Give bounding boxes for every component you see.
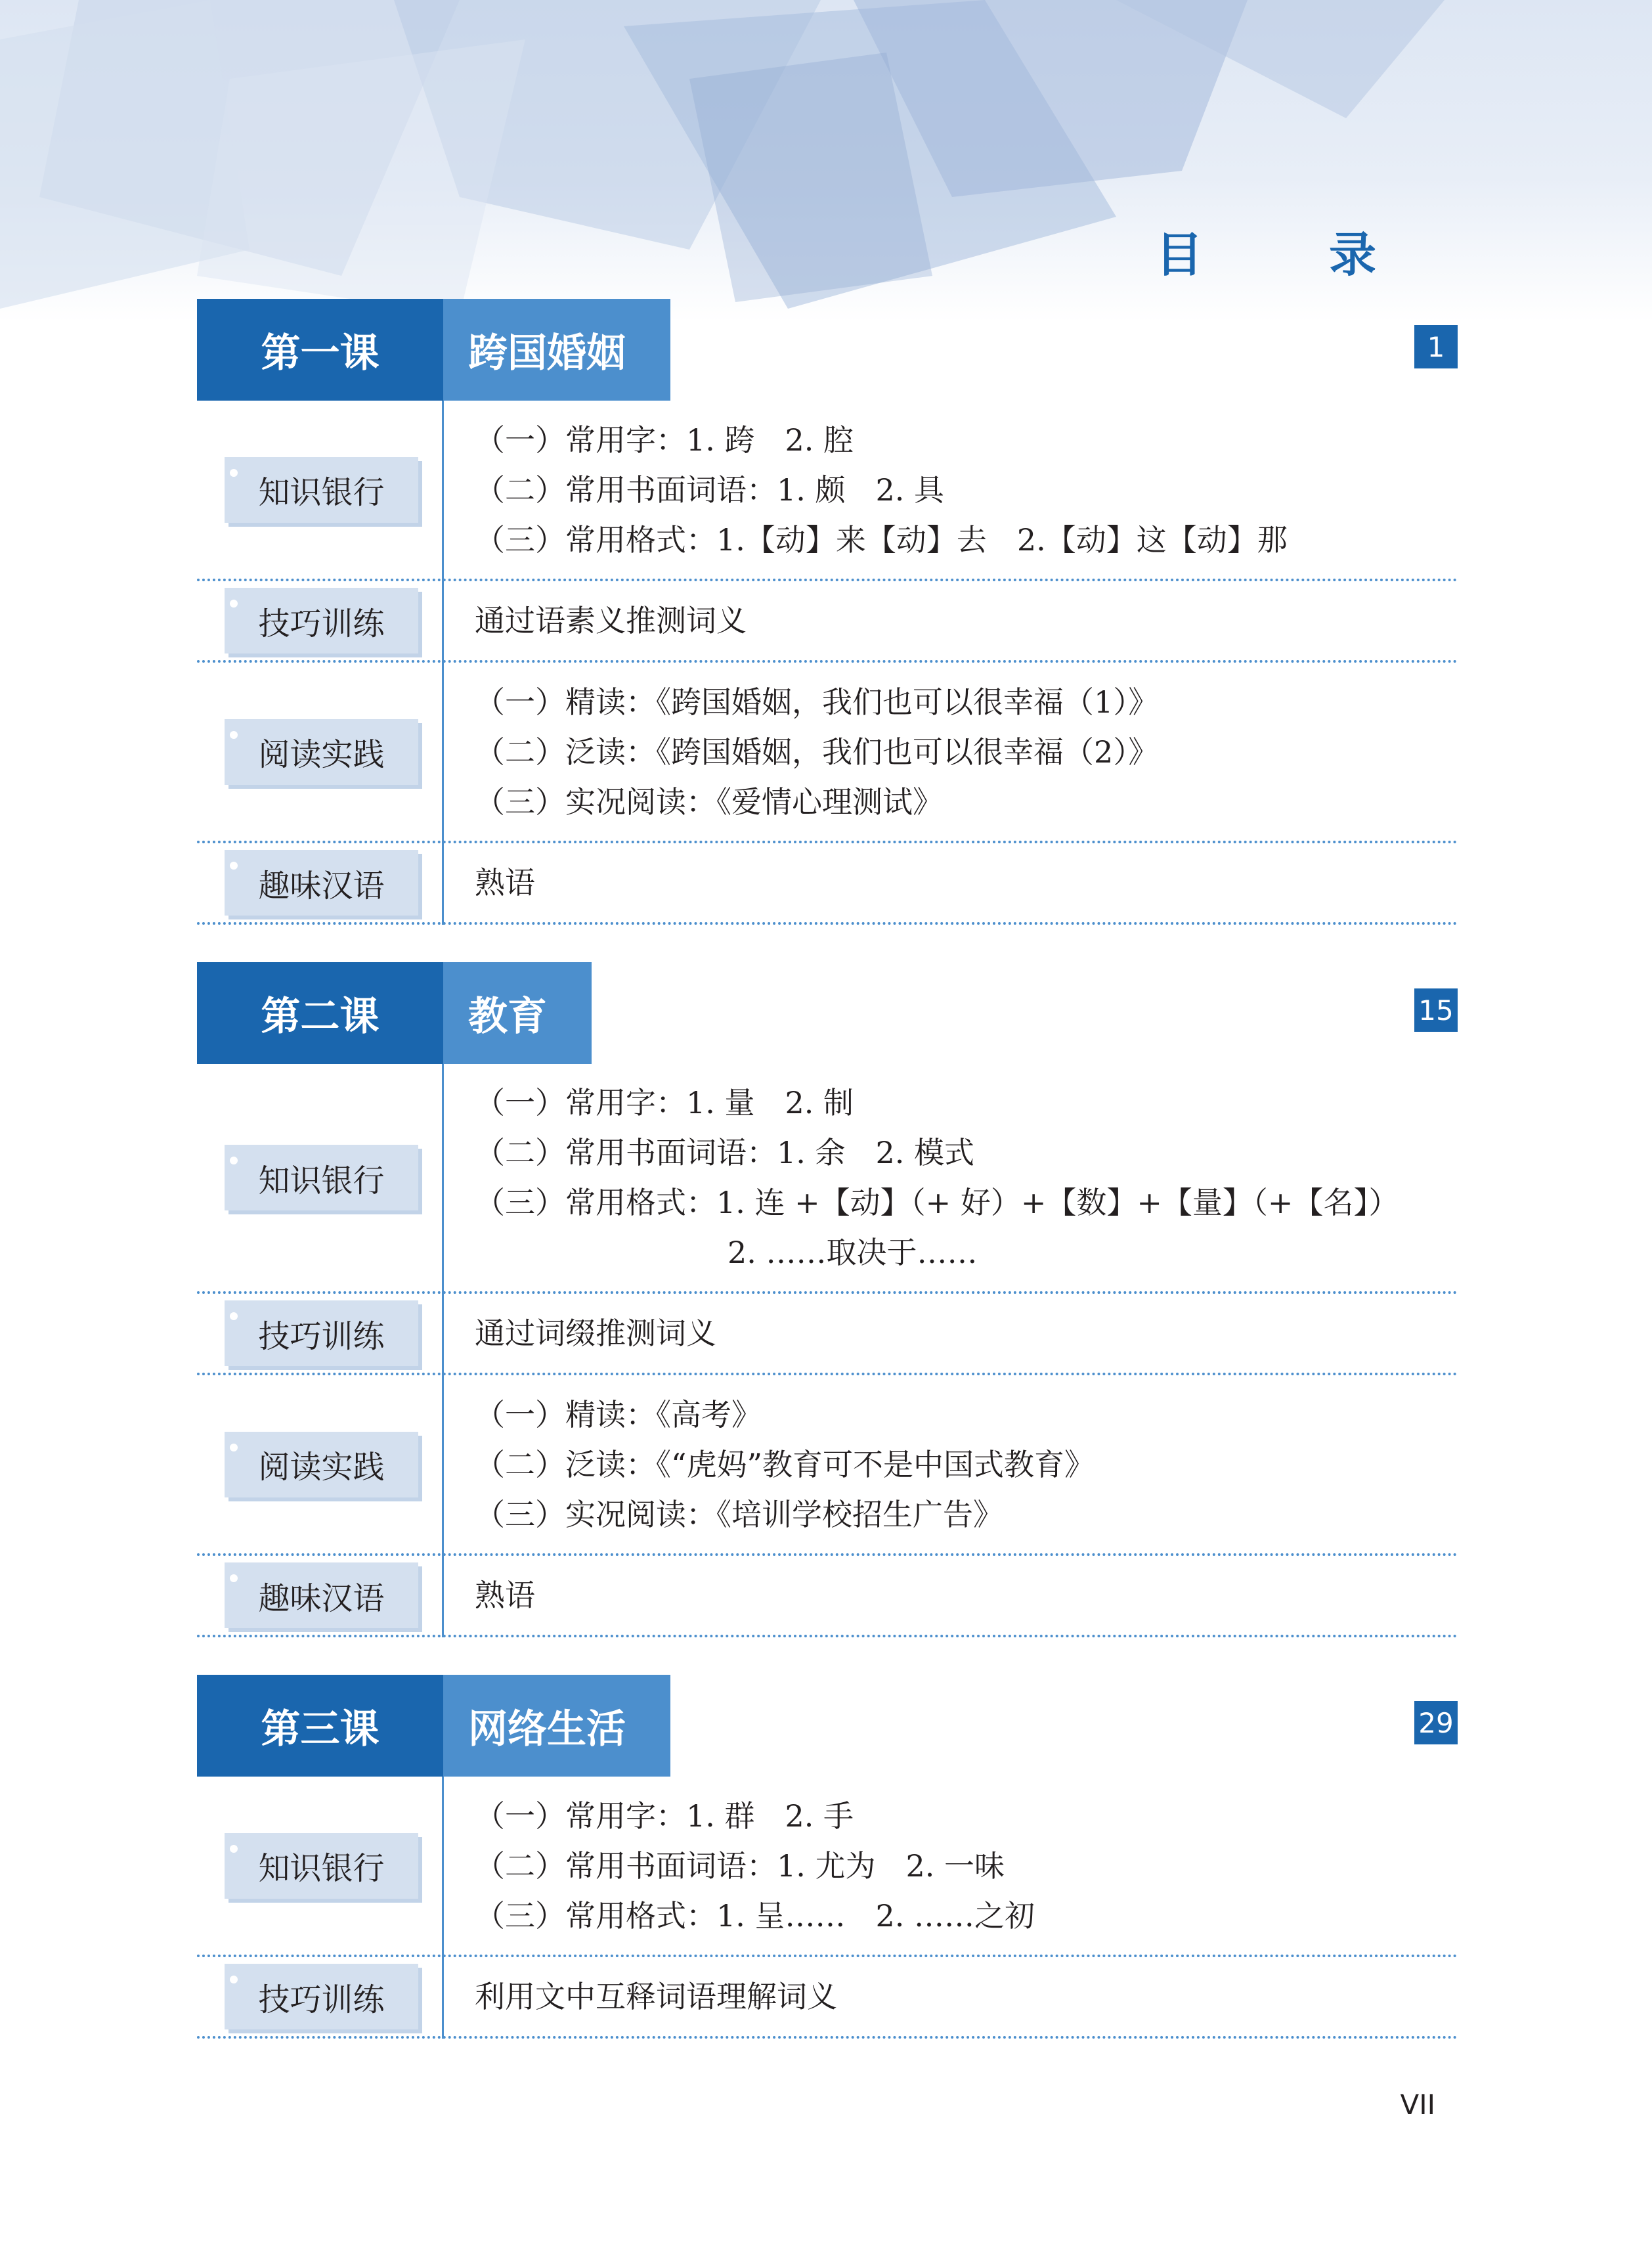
category-label: 阅读实践 (225, 719, 418, 785)
lesson-header (197, 299, 1458, 401)
category-label: 知识银行 (225, 1833, 418, 1899)
lesson-number: 第二课 (197, 962, 443, 1064)
category-label: 趣味汉语 (225, 1562, 418, 1628)
content-line[interactable]: （一）常用字：1. 量 2. 制 (475, 1085, 854, 1120)
lesson-title[interactable]: 教育 (443, 962, 592, 1064)
lesson-rows (197, 401, 1458, 925)
page-number-badge[interactable]: 15 (1414, 988, 1458, 1032)
lesson-2 (197, 962, 1458, 1637)
row-skill-training (197, 581, 1458, 663)
content-line[interactable]: （二）泛读：《跨国婚姻，我们也可以很幸福（2）》 (475, 734, 1159, 770)
content-line[interactable]: （一）常用字：1. 跨 2. 腔 (475, 422, 854, 458)
lesson-1 (197, 299, 1458, 925)
lesson-3 (197, 1675, 1458, 2039)
row-content (443, 1972, 1458, 2022)
content-line[interactable]: （三）实况阅读：《培训学校招生广告》 (475, 1496, 1003, 1532)
content-line[interactable]: （三）常用格式：1.【动】来【动】去 2.【动】这【动】那 (475, 521, 1288, 558)
content-line[interactable]: （二）常用书面词语：1. 余 2. 模式 (475, 1135, 975, 1170)
content-line[interactable]: 熟语 (475, 1578, 535, 1613)
page-title: 目 录 (1155, 227, 1416, 282)
page-number-badge[interactable]: 1 (1414, 325, 1458, 368)
category-label: 知识银行 (225, 457, 418, 523)
row-reading-practice (197, 663, 1458, 843)
lesson-number: 第三课 (197, 1675, 443, 1777)
content-line[interactable]: （一）常用字：1. 群 2. 手 (475, 1798, 854, 1834)
row-content (443, 1570, 1458, 1620)
content-line[interactable]: 2. ……取决于…… (728, 1235, 978, 1270)
row-content (443, 415, 1458, 565)
content-line[interactable]: （二）泛读：《“虎妈”教育可不是中国式教育》 (475, 1446, 1095, 1482)
row-fun-chinese (197, 843, 1458, 925)
page-number-badge[interactable]: 29 (1414, 1701, 1458, 1744)
content-line[interactable]: 利用文中互释词语理解词义 (475, 1979, 837, 2014)
content-line[interactable]: （一）精读：《跨国婚姻，我们也可以很幸福（1）》 (475, 684, 1159, 720)
row-content (443, 1390, 1458, 1539)
row-content (443, 677, 1458, 827)
row-content (443, 1078, 1458, 1277)
content-line[interactable]: （三）实况阅读：《爱情心理测试》 (475, 784, 943, 820)
lesson-rows (197, 1777, 1458, 2039)
content-line[interactable]: （一）精读：《高考》 (475, 1396, 762, 1432)
row-knowledge-bank (197, 1064, 1458, 1294)
content-line[interactable]: 熟语 (475, 865, 535, 900)
row-knowledge-bank (197, 401, 1458, 581)
category-label: 技巧训练 (225, 1964, 418, 2029)
content-line[interactable]: （三）常用格式：1. 呈…… 2. ……之初 (475, 1897, 1035, 1934)
category-label: 技巧训练 (225, 588, 418, 653)
row-knowledge-bank (197, 1777, 1458, 1957)
lesson-header (197, 1675, 1458, 1777)
content-line[interactable]: （二）常用书面词语：1. 尤为 2. 一味 (475, 1848, 1005, 1884)
content-line[interactable]: 通过词缀推测词义 (475, 1316, 716, 1351)
row-fun-chinese (197, 1556, 1458, 1637)
category-label: 趣味汉语 (225, 850, 418, 916)
row-content (443, 1791, 1458, 1941)
content-line[interactable]: 通过语素义推测词义 (475, 603, 747, 638)
row-content (443, 858, 1458, 908)
lesson-number: 第一课 (197, 299, 443, 401)
lesson-title[interactable]: 网络生活 (443, 1675, 670, 1777)
row-reading-practice (197, 1375, 1458, 1556)
lesson-title[interactable]: 跨国婚姻 (443, 299, 670, 401)
category-label: 阅读实践 (225, 1432, 418, 1497)
row-skill-training (197, 1957, 1458, 2039)
lesson-header (197, 962, 1458, 1064)
row-content (443, 1308, 1458, 1358)
content-line[interactable]: （二）常用书面词语：1. 颇 2. 具 (475, 472, 945, 508)
page-folio: VII (1400, 2089, 1435, 2121)
category-label: 技巧训练 (225, 1300, 418, 1366)
row-skill-training (197, 1294, 1458, 1375)
lesson-rows (197, 1064, 1458, 1637)
content-line[interactable]: （三）常用格式：1. 连 +【动】（+ 好）+【数】+【量】（+【名】） (475, 1185, 1399, 1220)
row-content (443, 596, 1458, 646)
category-label: 知识银行 (225, 1145, 418, 1210)
